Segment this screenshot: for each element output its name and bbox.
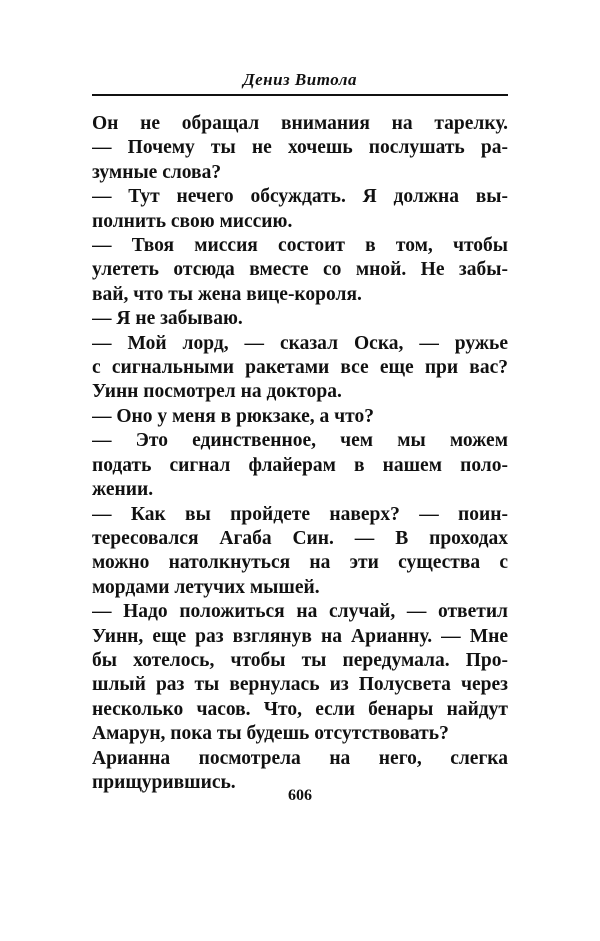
text-line: подать сигнал флайерам в нашем поло- xyxy=(92,454,508,476)
text-line: — Это единственное, чем мы можем xyxy=(92,430,508,452)
text-line: — Тут нечего обсуждать. Я должна вы- xyxy=(92,186,508,208)
text-line: Амарун, пока ты будешь отсутствовать? xyxy=(92,723,449,745)
body-text xyxy=(92,112,508,795)
text-line: Арианна посмотрела на него, слегка xyxy=(92,747,508,769)
text-line: — Надо положиться на случай, — ответил xyxy=(92,601,508,623)
text-line: — Почему ты не хочешь послушать ра- xyxy=(92,137,508,159)
text-line: Он не обращал внимания на тарелку. xyxy=(92,113,508,134)
text-line: прищурившись. xyxy=(92,771,236,793)
text-line: шлый раз ты вернулась из Полусвета через xyxy=(92,674,508,696)
text-line: с сигнальными ракетами все еще при вас? xyxy=(92,357,508,379)
text-line: — Как вы пройдете наверх? — поин- xyxy=(92,503,508,525)
text-line: тересовался Агаба Син. — В проходах xyxy=(92,527,508,549)
running-header: Дениз Витола xyxy=(242,70,358,89)
text-line: улететь отсюда вместе со мной. Не забы- xyxy=(92,259,508,281)
header-rule xyxy=(92,94,508,96)
text-line: можно натолкнуться на эти существа с xyxy=(92,552,508,574)
page-number: 606 xyxy=(288,787,312,804)
text-line: Уинн посмотрел на доктора. xyxy=(92,381,342,403)
text-line: вай, что ты жена вице-короля. xyxy=(92,283,362,305)
text-line: несколько часов. Что, если бенары найдут xyxy=(92,698,508,720)
text-line: жении. xyxy=(92,479,154,501)
text-line: — Я не забываю. xyxy=(92,308,243,330)
text-line: полнить свою миссию. xyxy=(92,210,293,232)
text-line: — Оно у меня в рюкзаке, а что? xyxy=(92,405,374,427)
text-line: Уинн, еще раз взглянув на Арианну. — Мне xyxy=(92,625,508,647)
text-line: — Мой лорд, — сказал Оска, — ружье xyxy=(92,332,508,354)
text-line: мордами летучих мышей. xyxy=(92,576,320,598)
text-line: бы хотелось, чтобы ты передумала. Про- xyxy=(92,649,508,671)
text-line: — Твоя миссия состоит в том, чтобы xyxy=(92,235,508,257)
text-line: зумные слова? xyxy=(92,161,222,183)
